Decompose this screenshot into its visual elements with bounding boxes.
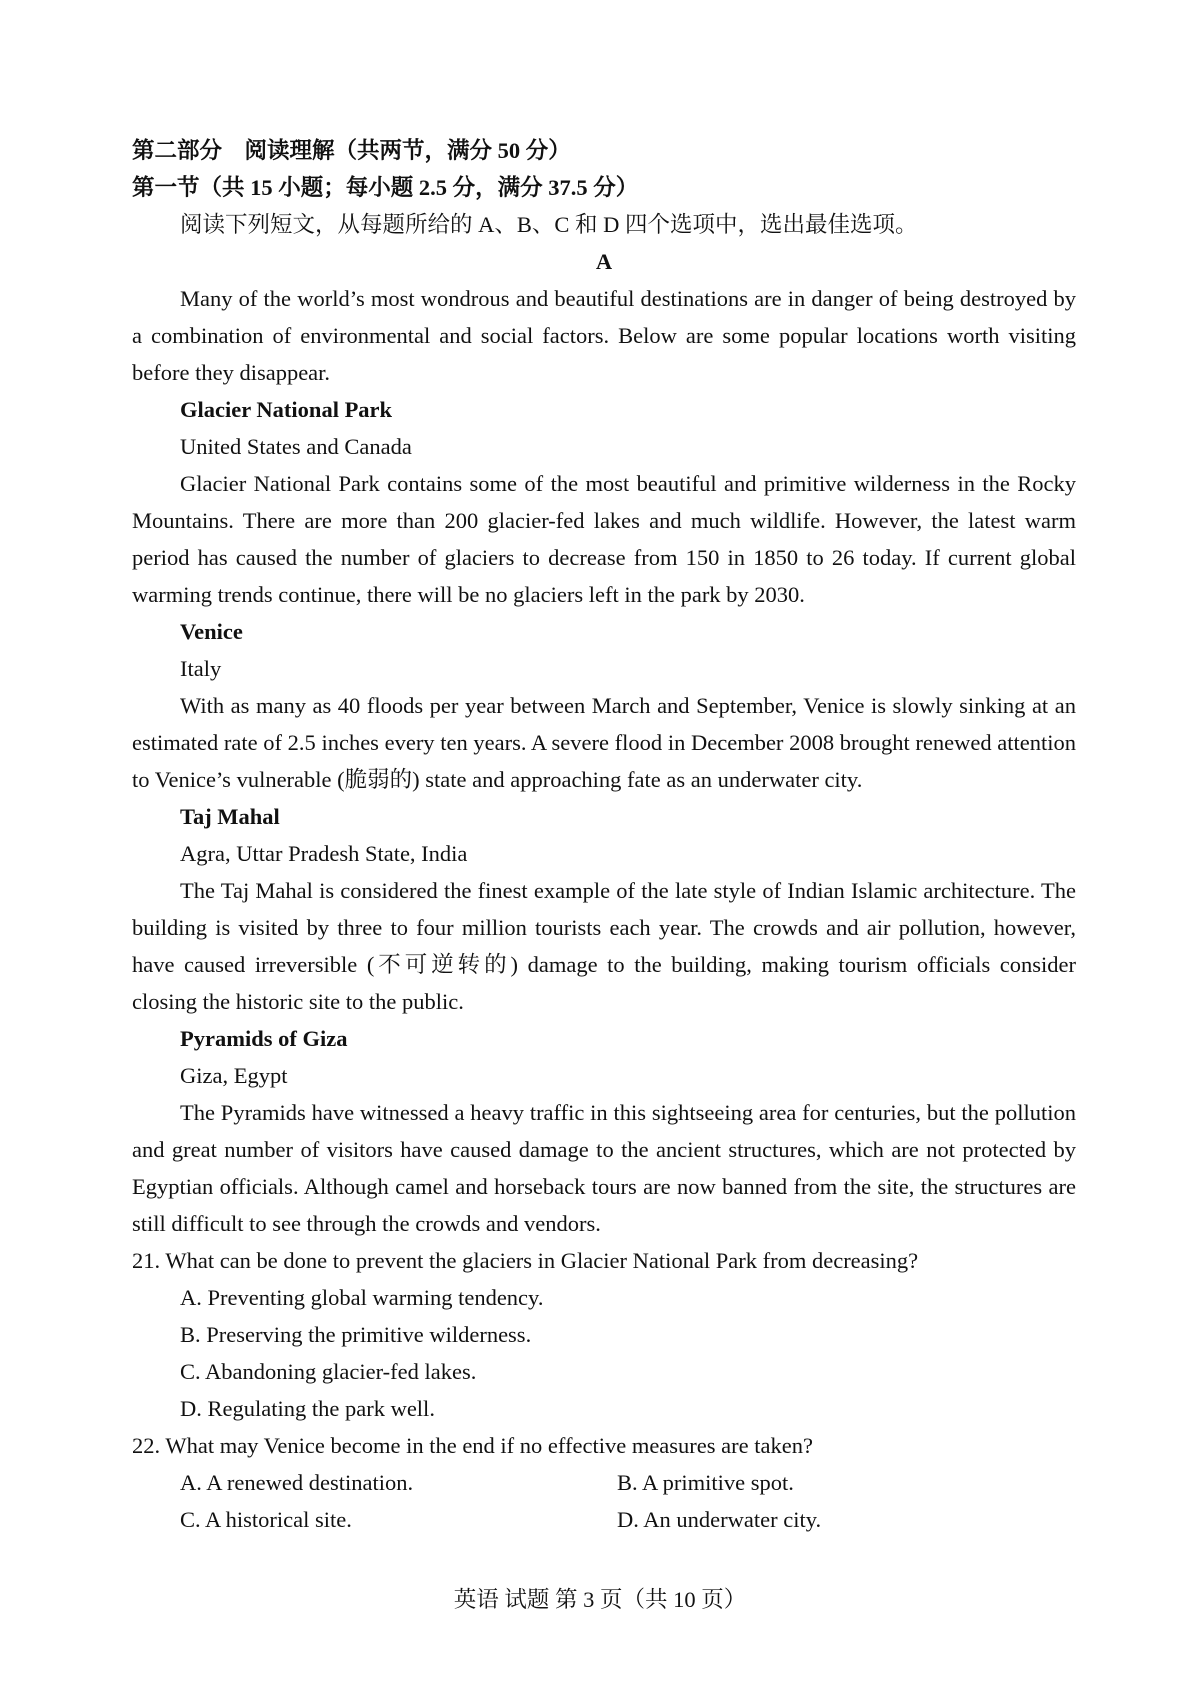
passage-intro: Many of the world’s most wondrous and beautiful destinations are in danger of being destroyed by a combination of environmental and social factors. Below are some popular locations worth visiting before they disappear. bbox=[132, 286, 1076, 385]
answer-option: B. A primitive spot. bbox=[617, 1470, 794, 1495]
instruction: 阅读下列短文，从每题所给的 A、B、C 和 D 四个选项中，选出最佳选项。 bbox=[180, 212, 918, 237]
section-title: 第一节（共 15 小题；每小题 2.5 分，满分 37.5 分） bbox=[132, 175, 639, 200]
place-description: With as many as 40 floods per year between March and September, Venice is slowly sinking at an estimated rate of 2.5 inches every ten years. A severe flood in December 2008 brought renewed attention to Venice’s vulnerable (脆弱的) state and approaching fate as an underwater city. bbox=[132, 693, 1076, 792]
answer-option: B. Preserving the primitive wilderness. bbox=[180, 1322, 532, 1347]
answer-option: C. A historical site. bbox=[180, 1507, 352, 1532]
answer-option: A. Preventing global warming tendency. bbox=[180, 1285, 544, 1310]
question-stem: 21. What can be done to prevent the glaciers in Glacier National Park from decreasing? bbox=[132, 1248, 919, 1273]
answer-option: A. A renewed destination. bbox=[180, 1470, 414, 1495]
page-footer: 英语 试题 第 3 页（共 10 页） bbox=[453, 1587, 747, 1612]
place-description: The Taj Mahal is considered the finest example of the late style of Indian Islamic architecture. The building is visited by three to four million tourists each year. The crowds and air pollution, however, have caused irreversible (不可逆转的) damage to the building, making tourism officials consider closing the historic site to the public. bbox=[132, 878, 1076, 1014]
place-location: Agra, Uttar Pradesh State, India bbox=[180, 841, 468, 866]
place-location: Giza, Egypt bbox=[180, 1063, 288, 1088]
place-location: United States and Canada bbox=[180, 434, 412, 459]
answer-option: C. Abandoning glacier-fed lakes. bbox=[180, 1359, 477, 1384]
place-description: The Pyramids have witnessed a heavy traffic in this sightseeing area for centuries, but the pollution and great number of visitors have caused damage to the ancient structures, which are not protected by Egyptian officials. Although camel and horseback tours are now banned from the site, the structures are still difficult to see through the crowds and vendors. bbox=[132, 1100, 1076, 1236]
place-description: Glacier National Park contains some of the most beautiful and primitive wilderness in the Rocky Mountains. There are more than 200 glacier-fed lakes and much wildlife. However, the latest warm period has caused the number of glaciers to decrease from 150 in 1850 to 26 today. If current global warming trends continue, there will be no glaciers left in the park by 2030. bbox=[132, 471, 1076, 607]
place-name: Taj Mahal bbox=[180, 804, 280, 829]
answer-option: D. An underwater city. bbox=[617, 1507, 822, 1532]
answer-option: D. Regulating the park well. bbox=[180, 1396, 435, 1421]
answer-option-row bbox=[132, 1501, 1076, 1538]
part-title: 第二部分 阅读理解（共两节，满分 50 分） bbox=[132, 138, 571, 163]
place-location: Italy bbox=[180, 656, 222, 681]
place-name: Glacier National Park bbox=[180, 397, 393, 422]
answer-option-row bbox=[132, 1464, 1076, 1501]
place-name: Venice bbox=[180, 619, 243, 644]
question-stem: 22. What may Venice become in the end if no effective measures are taken? bbox=[132, 1433, 813, 1458]
page-content bbox=[132, 132, 1076, 1538]
place-name: Pyramids of Giza bbox=[180, 1026, 348, 1051]
passage-label: A bbox=[595, 249, 613, 274]
